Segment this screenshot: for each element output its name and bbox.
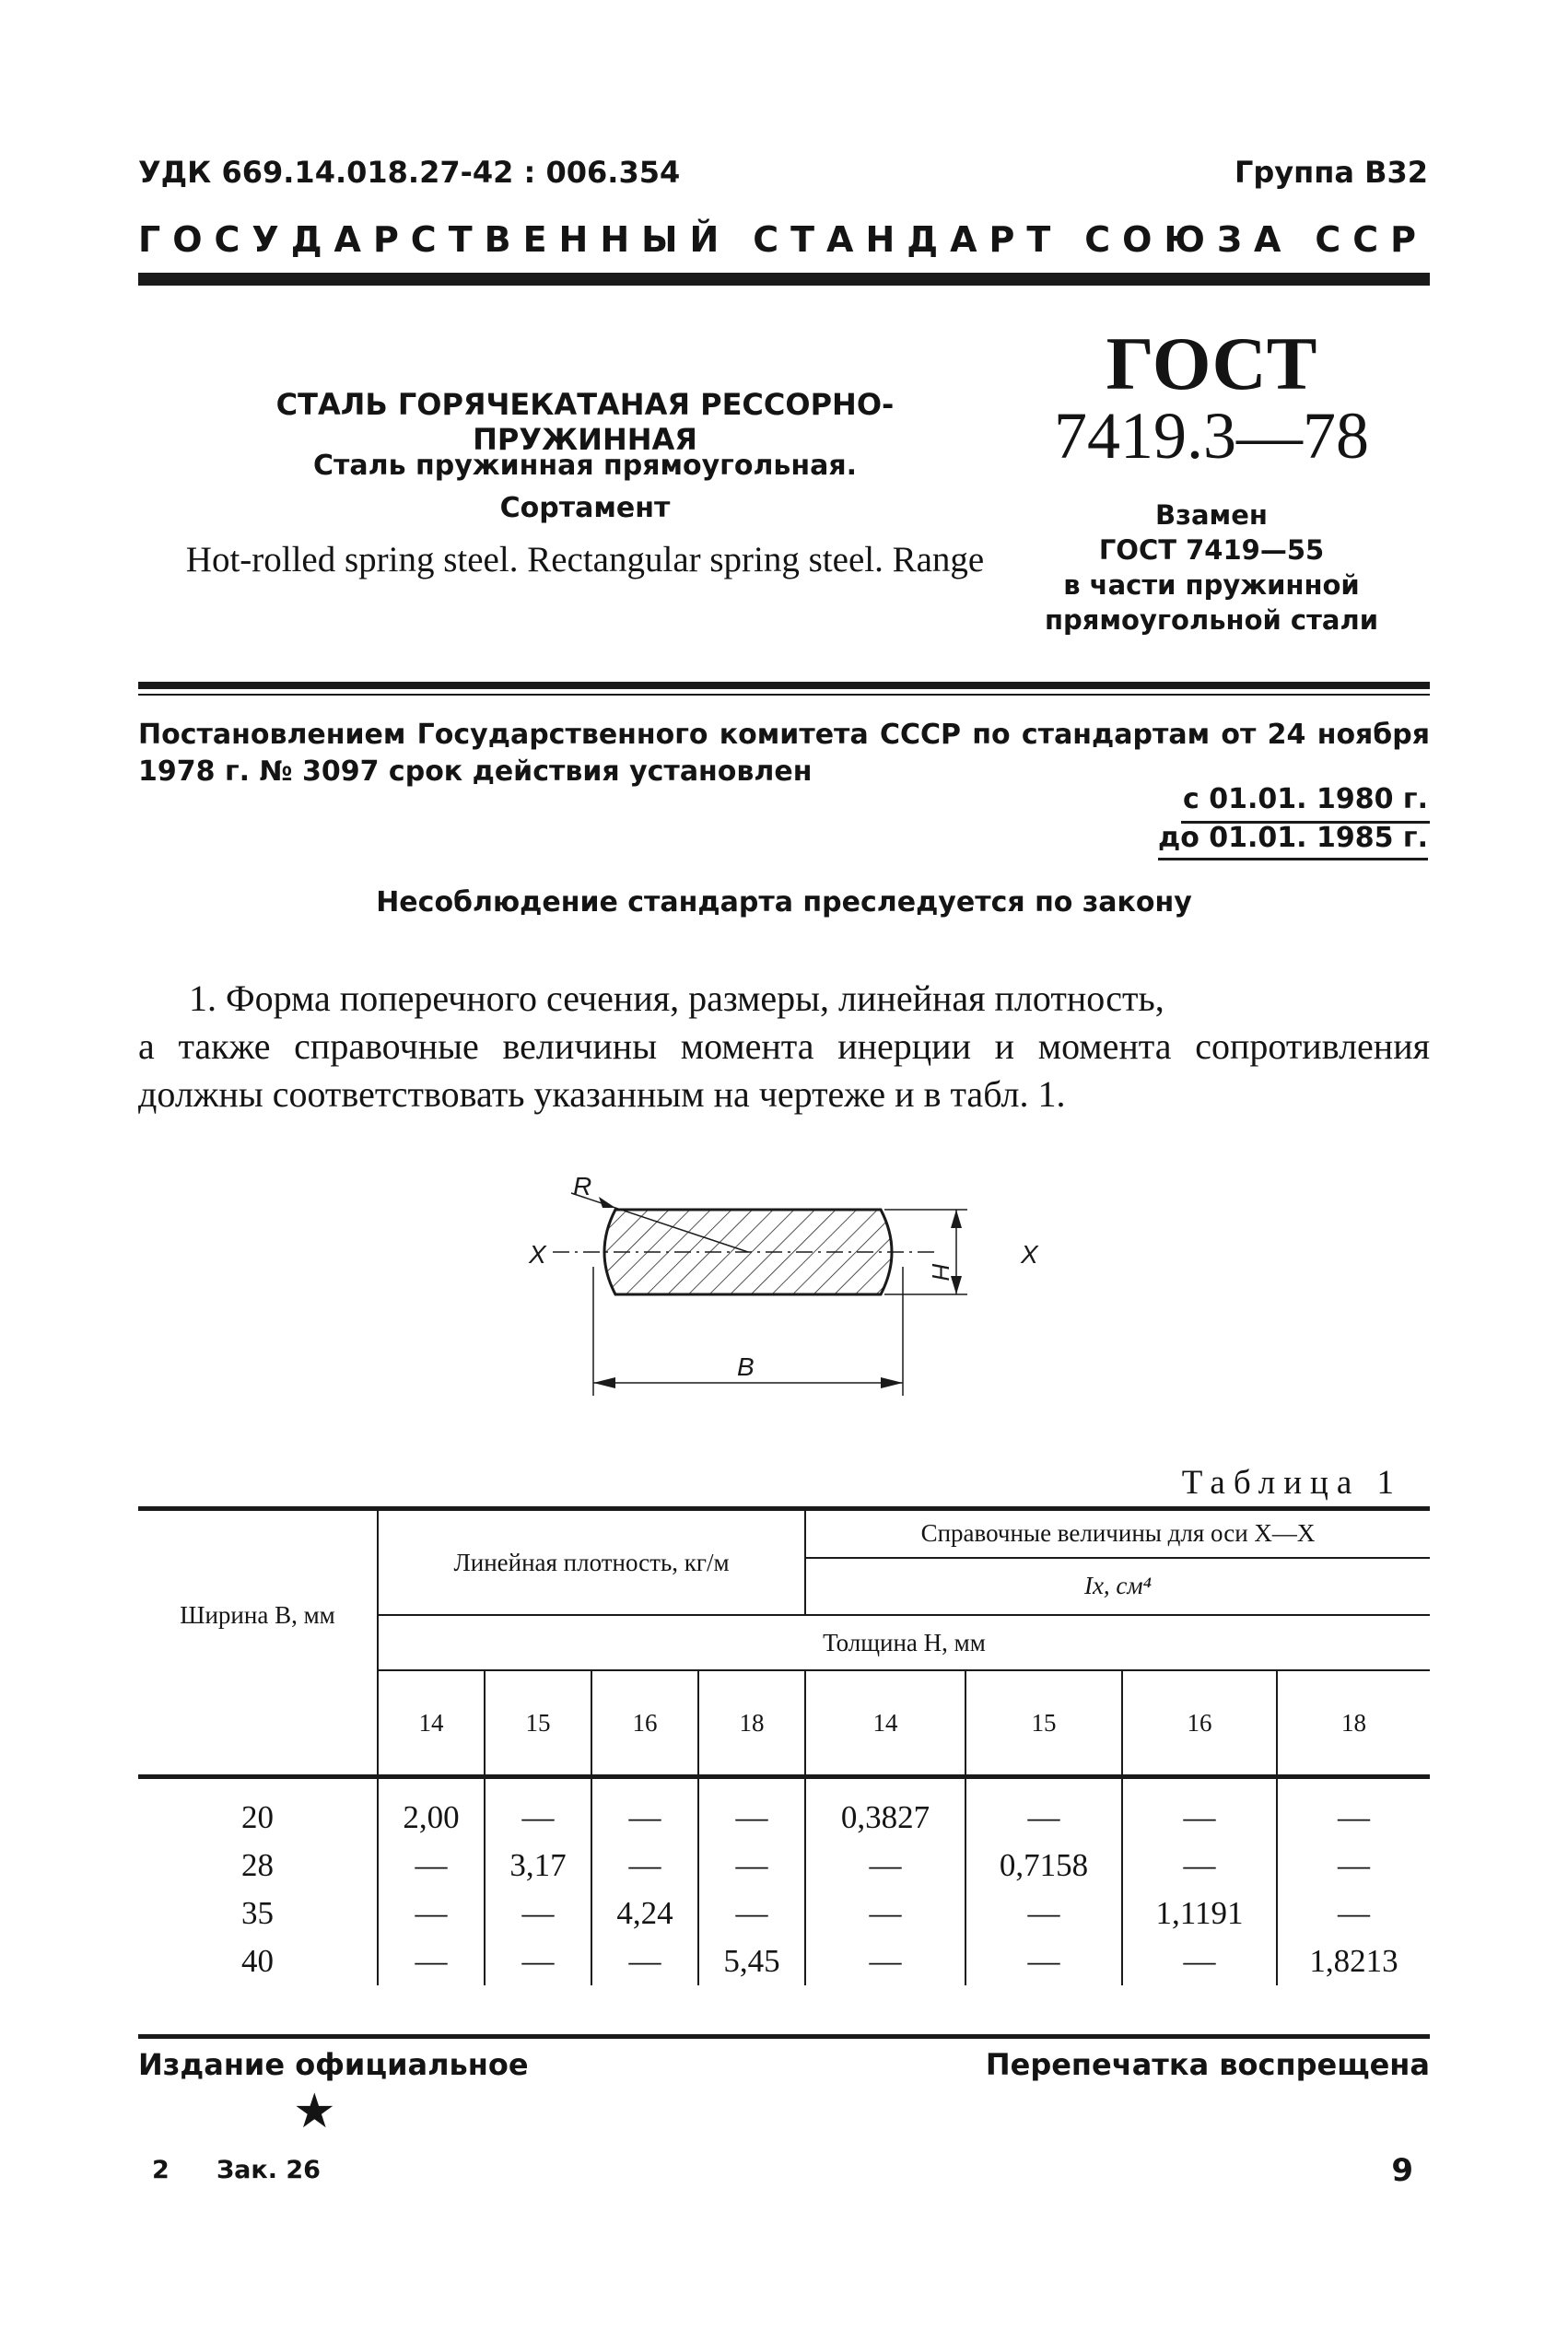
row-20-cell: 2,00 [378, 1777, 485, 1843]
row-35-cell: — [1277, 1890, 1430, 1937]
replaces-line-4: прямоугольной стали [1044, 604, 1379, 636]
footer-rule [138, 2034, 1430, 2039]
row-35-cell: — [378, 1890, 485, 1937]
header-reference: Справочные величины для оси X—X [805, 1509, 1430, 1558]
state-word-4: ССР [1315, 219, 1428, 260]
row-35-width: 35 [241, 1895, 274, 1931]
row-40-cell: — [378, 1937, 485, 1985]
title-main: СТАЛЬ ГОРЯЧЕКАТАНАЯ РЕССОРНО-ПРУЖИННАЯ [275, 387, 895, 457]
state-word-3: СОЮЗА [1084, 219, 1293, 260]
replaces-note [1032, 497, 1391, 638]
header-density: Линейная плотность, кг/м [378, 1509, 805, 1616]
title-sub-2: Сортамент [499, 492, 671, 524]
title-english: Hot-rolled spring steel. Rectangular spring steel. Range [185, 540, 985, 579]
header-ix: Ix, см⁴ [805, 1558, 1430, 1615]
header-thickness: Толщина Н, мм [378, 1615, 1430, 1670]
group-code: Группа В32 [1234, 155, 1428, 190]
decree-text: Постановлением Государственного комитета СССР по стандартам от 24 ноября 1978 г. № 3097 срок действия установлен [138, 719, 1430, 788]
row-40-width: 40 [241, 1943, 274, 1979]
state-word-2: СТАНДАРТ [753, 219, 1063, 260]
state-standard-heading [138, 219, 1428, 260]
label-b: B [737, 1352, 755, 1381]
label-r: R [573, 1175, 592, 1200]
b-arrow-right [881, 1377, 903, 1388]
state-word-1: ГОСУДАРСТВЕННЫЙ [138, 219, 731, 260]
row-20-cell: — [1277, 1777, 1430, 1843]
row-40-cell: 1,8213 [1277, 1937, 1430, 1985]
label-x-left: X [529, 1240, 546, 1269]
row-28-cell: — [591, 1842, 698, 1890]
replaces-line-3: в части пружинной [1063, 569, 1360, 601]
thickness-15-a: 15 [485, 1670, 591, 1777]
thickness-18-a: 18 [698, 1670, 805, 1777]
section-rule [138, 682, 1430, 689]
row-20-cell: — [591, 1777, 698, 1843]
row-35-cell: 4,24 [591, 1890, 698, 1937]
paragraph-line-1: 1. Форма поперечного сечения, размеры, линейная плотность, [189, 977, 1164, 1019]
radius-arrowhead [599, 1197, 615, 1208]
row-35-cell: — [485, 1890, 591, 1937]
row-35-cell: 1,1191 [1122, 1890, 1277, 1937]
order-number: Зак. 26 [216, 2156, 321, 2184]
row-35-cell: — [698, 1890, 805, 1937]
row-28-cell: — [805, 1842, 965, 1890]
row-20-cell: 0,3827 [805, 1777, 965, 1843]
date-from: с 01.01. 1980 г. [1183, 783, 1428, 815]
section-rule-thin [138, 694, 1430, 696]
replaces-line-2: ГОСТ 7419—55 [1098, 534, 1325, 566]
gost-label: ГОСТ [1106, 322, 1317, 405]
row-40-cell: — [805, 1937, 965, 1985]
header-width: Ширина В, мм [180, 1600, 335, 1629]
replaces-line-1: Взамен [1155, 499, 1268, 531]
signature-mark: 2 [152, 2156, 170, 2184]
row-20-cell: — [485, 1777, 591, 1843]
b-arrow-left [593, 1377, 615, 1388]
row-40-cell: — [1122, 1937, 1277, 1985]
row-28-cell: — [1122, 1842, 1277, 1890]
label-h: H [927, 1263, 954, 1281]
page-number: 9 [1391, 2152, 1413, 2189]
table-caption: Таблица 1 [1181, 1464, 1402, 1502]
h-arrow-top [951, 1210, 962, 1228]
row-20-cell: — [698, 1777, 805, 1843]
row-40-cell: — [965, 1937, 1122, 1985]
row-35-cell: — [965, 1890, 1122, 1937]
row-35-cell: — [805, 1890, 965, 1937]
reprint-prohibited: Перепечатка воспрещена [985, 2047, 1430, 2082]
date-to: до 01.01. 1985 г. [1158, 822, 1428, 860]
title-sub-1: Сталь пружинная прямоугольная. [312, 450, 858, 482]
label-x-right: X [1021, 1240, 1038, 1269]
thickness-16-a: 16 [591, 1670, 698, 1777]
thickness-14-a: 14 [378, 1670, 485, 1777]
paragraph-rest: а также справочные величины момента инерции и момента сопротивления должны соответствовать указанным на чертеже и в табл. 1. [138, 1025, 1430, 1115]
cross-section-drawing [516, 1175, 1069, 1433]
official-edition: Издание официальное [138, 2047, 529, 2082]
row-40-cell: 5,45 [698, 1937, 805, 1985]
row-28-cell: 0,7158 [965, 1842, 1122, 1890]
row-40-cell: — [485, 1937, 591, 1985]
row-28-cell: 3,17 [485, 1842, 591, 1890]
row-40-cell: — [591, 1937, 698, 1985]
row-28-cell: — [698, 1842, 805, 1890]
row-20-cell: — [965, 1777, 1122, 1843]
row-20-cell: — [1122, 1777, 1277, 1843]
row-28-cell: — [1277, 1842, 1430, 1890]
row-20-width: 20 [241, 1799, 274, 1835]
gost-number: 7419.3—78 [1054, 399, 1369, 473]
thickness-15-b: 15 [965, 1670, 1122, 1777]
thickness-16-b: 16 [1122, 1670, 1277, 1777]
thickness-14-b: 14 [805, 1670, 965, 1777]
spec-table [138, 1506, 1430, 1985]
star-icon: ★ [293, 2086, 336, 2138]
row-28-width: 28 [241, 1847, 274, 1883]
thickness-18-b: 18 [1277, 1670, 1430, 1777]
penalty-notice: Несоблюдение стандарта преследуется по закону [376, 886, 1192, 919]
udk-code: УДК 669.14.018.27-42 : 006.354 [138, 155, 681, 190]
header-rule [138, 273, 1430, 286]
row-28-cell: — [378, 1842, 485, 1890]
